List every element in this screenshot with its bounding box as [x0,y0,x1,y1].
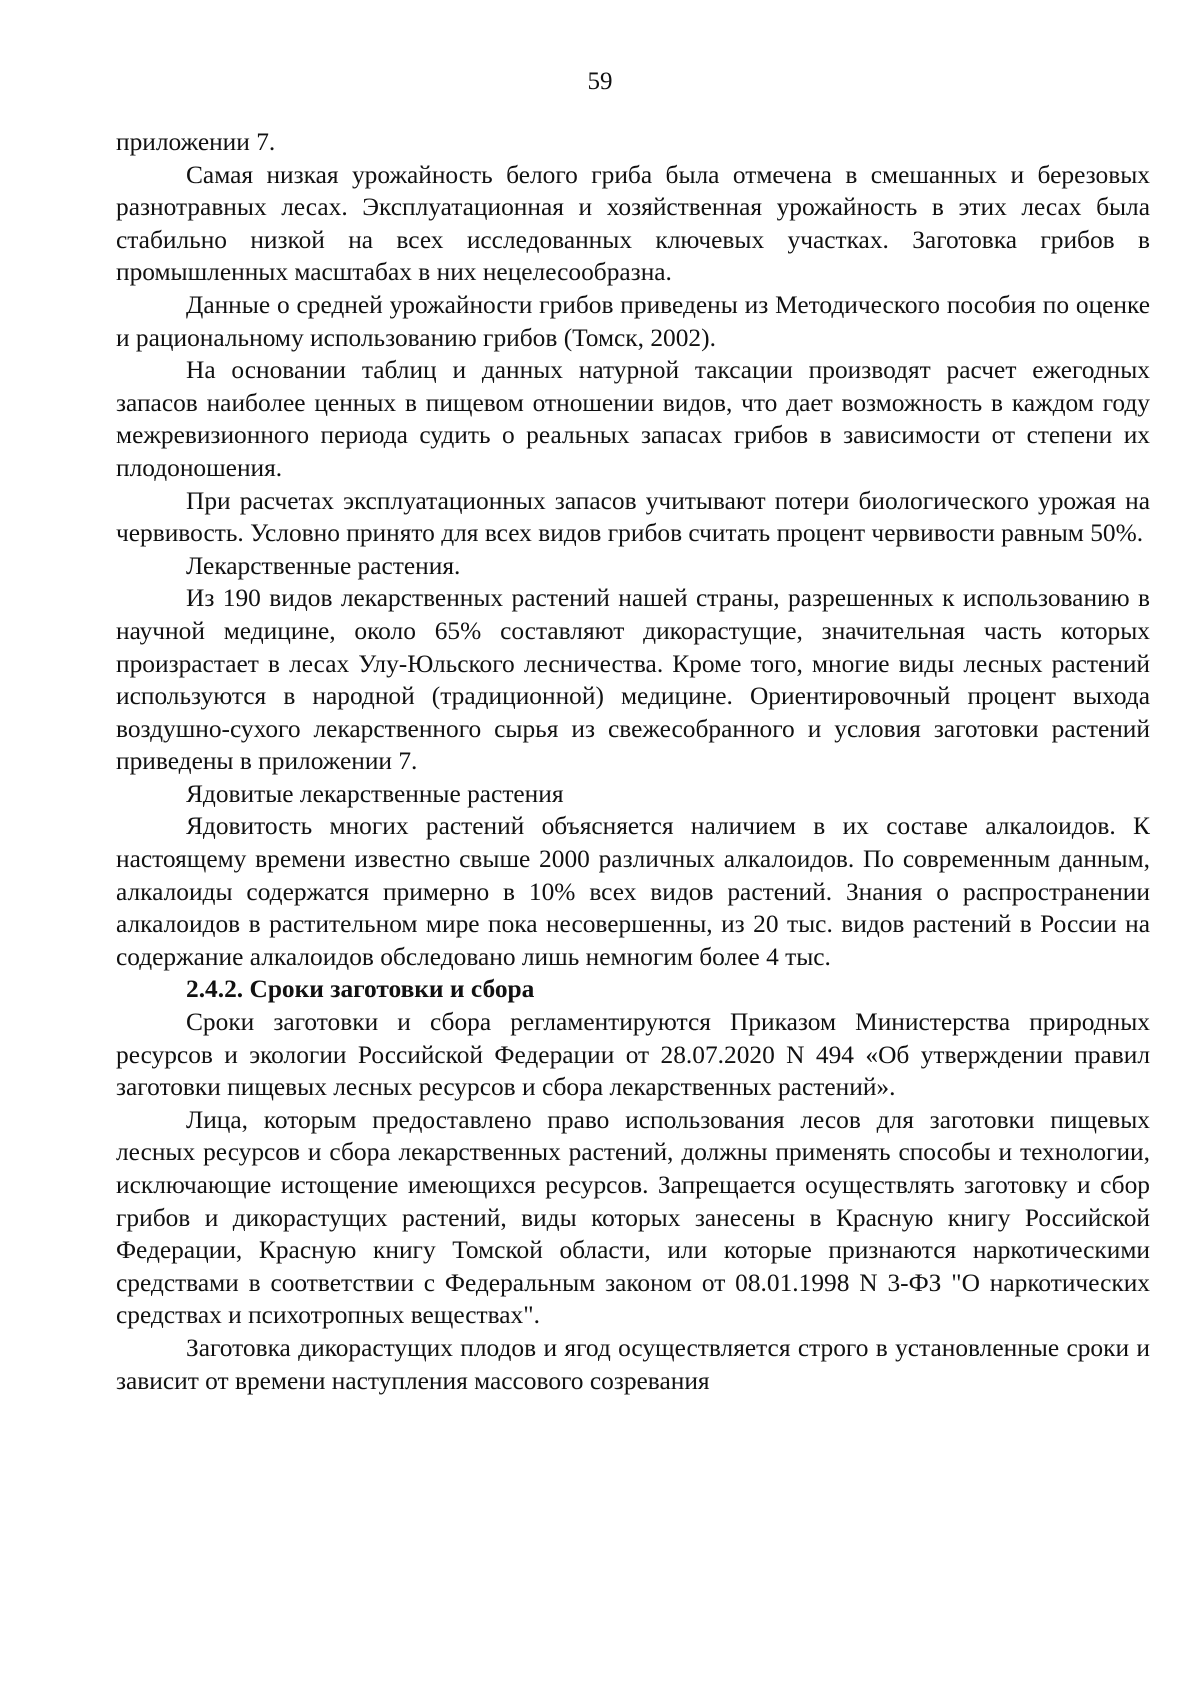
paragraph-porcini-yield: Самая низкая урожайность белого гриба была отмечена в смешанных и березовых разнотравных лесах. Эксплуатационная и хозяйственная урожайность в этих лесах была стабильно низкой на всех исследованных ключевых участках. Заготовка грибов в промышленных масштабах в них нецелесообразна. [116,160,1150,287]
paragraph-continuation: приложении 7. [116,128,276,156]
paragraph-yield-source: Данные о средней урожайности грибов приведены из Методического пособия по оценке и рациональному использованию грибов (Томск, 2002). [116,290,1150,352]
paragraph-regulation: Сроки заготовки и сбора регламентируются Приказом Министерства природных ресурсов и экологии Российской Федерации от 28.07.2020 N 494 «Об утверждении правил заготовки пищевых лесных ресурсов и сбора лекарственных растений». [116,1008,1150,1102]
page-number: 59 [587,68,613,95]
subheading-medicinal-plants: Лекарственные растения. [186,551,461,580]
paragraph-medicinal-plants: Из 190 видов лекарственных растений нашей страны, разрешенных к использованию в научной медицине, около 65% составляют дикорастущие, значительная часть которых произрастает в лесах Улу-Юльского лесничества. Кроме того, многие виды лесных растений используются в народной (традиционной) медицине. Ориентировочный процент выхода воздушно-сухого лекарственного сырья из свежесобранного и условия заготовки растений приведены в приложении 7. [116,584,1150,776]
paragraph-berries-harvest: Заготовка дикорастущих плодов и ягод осуществляется строго в установленные сроки и зависит от времени наступления массового созревания [116,1333,1150,1395]
page-body [116,126,1150,1397]
paragraph-stock-calculation: На основании таблиц и данных натурной таксации производят расчет ежегодных запасов наиболее ценных в пищевом отношении видов, что дает возможность в каждом году межревизионного периода судить о реальных запасах грибов в зависимости от степени их плодоношения. [116,356,1150,482]
paragraph-wormy-losses: При расчетах эксплуатационных запасов учитывают потери биологического урожая на червивость. Условно принято для всех видов грибов считать процент червивости равным 50%. [116,486,1150,548]
section-heading: 2.4.2. Сроки заготовки и сбора [186,975,535,1004]
paragraph-alkaloids: Ядовитость многих растений объясняется наличием в их составе алкалоидов. К настоящему времени известно свыше 2000 различных алкалоидов. По современным данным, алкалоиды содержатся примерно в 10% всех видов растений. Знания о распространении алкалоидов в растительном мире пока несовершенны, из 20 тыс. видов растений в России на содержание алкалоидов обследовано лишь немногим более 4 тыс. [116,812,1150,971]
subheading-poisonous-plants: Ядовитые лекарственные растения [186,779,564,808]
paragraph-harvest-rules: Лица, которым предоставлено право использования лесов для заготовки пищевых лесных ресурсов и сбора лекарственных растений, должны применять способы и технологии, исключающие истощение имеющихся ресурсов. Запрещается осуществлять заготовку и сбор грибов и дикорастущих растений, виды которых занесены в Красную книгу Российской Федерации, Красную книгу Томской области, или которые признаются наркотическими средствами в соответствии с Федеральным законом от 08.01.1998 N 3-ФЗ "О наркотических средствах и психотропных веществах". [116,1105,1150,1330]
